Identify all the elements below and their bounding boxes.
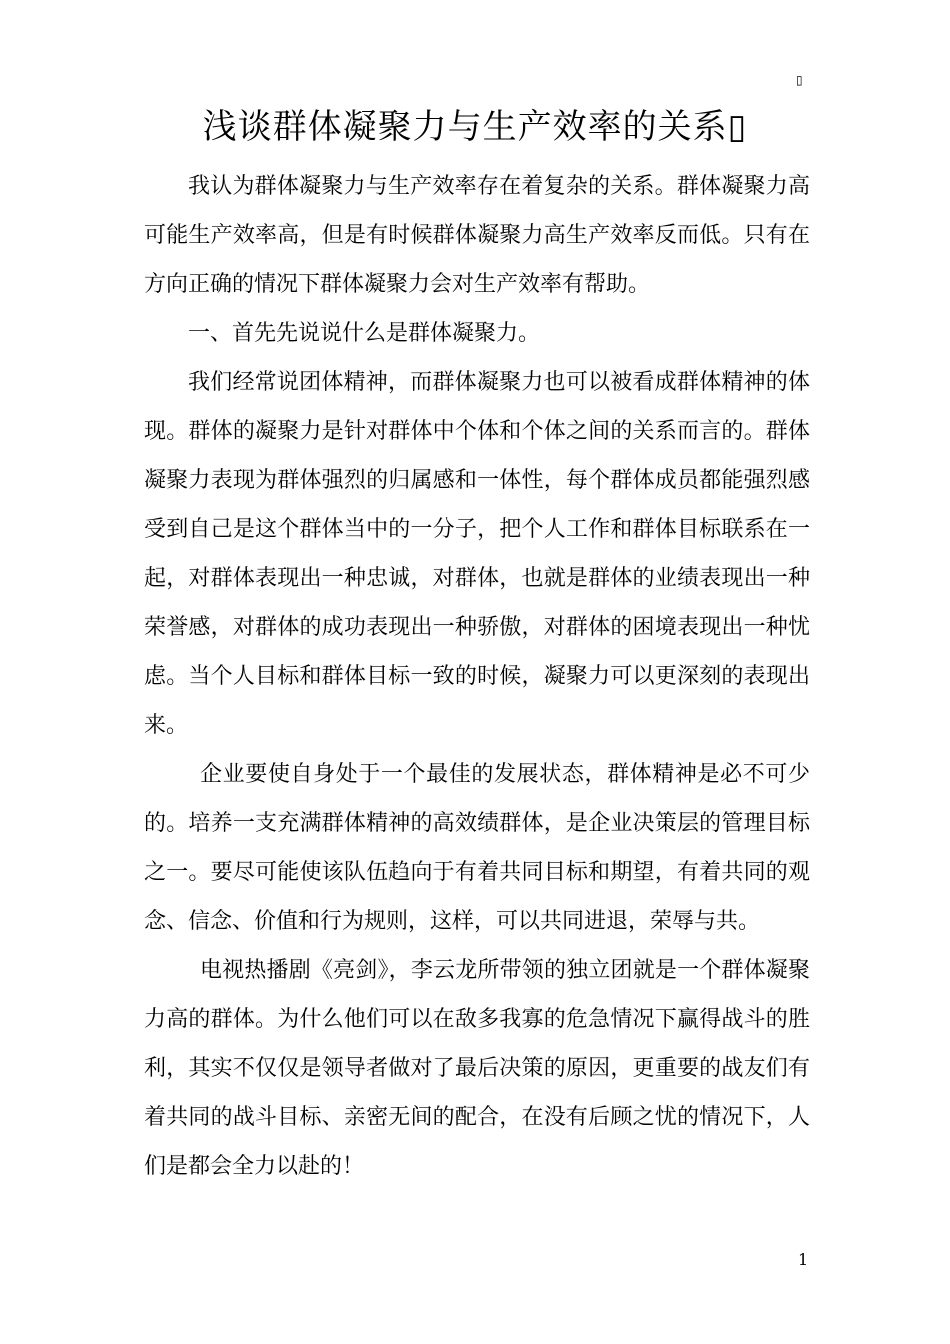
document-body (144, 162, 810, 1191)
paragraph-intro: 我认为群体凝聚力与生产效率存在着复杂的关系。群体凝聚力高可能生产效率高，但是有时候群体凝聚力高生产效率反而低。只有在方向正确的情况下群体凝聚力会对生产效率有帮助。 (144, 174, 810, 297)
paragraph-section-heading: 一、首先先说说什么是群体凝聚力。 (188, 321, 541, 346)
corner-mark: ▯ (796, 73, 803, 87)
paragraph-enterprise: 企业要使自身处于一个最佳的发展状态，群体精神是必不可少的。培养一支充满群体精神的高效绩群体，是企业决策层的管理目标之一。要尽可能使该队伍趋向于有着共同目标和期望，有着共同的观念、信念、价值和行为规则，这样，可以共同进退，荣辱与共。 (144, 762, 810, 934)
page-number: 1 (798, 1250, 809, 1269)
paragraph-example: 电视热播剧《亮剑》，李云龙所带领的独立团就是一个群体凝聚力高的群体。为什么他们可以在敌多我寡的危急情况下赢得战斗的胜利，其实不仅仅是领导者做对了最后决策的原因，更重要的战友们有着共同的战斗目标、亲密无间的配合，在没有后顾之忧的情况下，人们是都会全力以赴的！ (144, 958, 810, 1179)
page-title: 浅谈群体凝聚力与生产效率的关系▯ (202, 107, 748, 147)
paragraph-cohesion-definition: 我们经常说团体精神，而群体凝聚力也可以被看成群体精神的体现。群体的凝聚力是针对群体中个体和个体之间的关系而言的。群体凝聚力表现为群体强烈的归属感和一体性，每个群体成员都能强烈感受到自己是这个群体当中的一分子，把个人工作和群体目标联系在一起，对群体表现出一种忠诚，对群体，也就是群体的业绩表现出一种荣誉感，对群体的成功表现出一种骄傲，对群体的困境表现出一种忧虑。当个人目标和群体目标一致的时候，凝聚力可以更深刻的表现出来。 (144, 370, 810, 738)
